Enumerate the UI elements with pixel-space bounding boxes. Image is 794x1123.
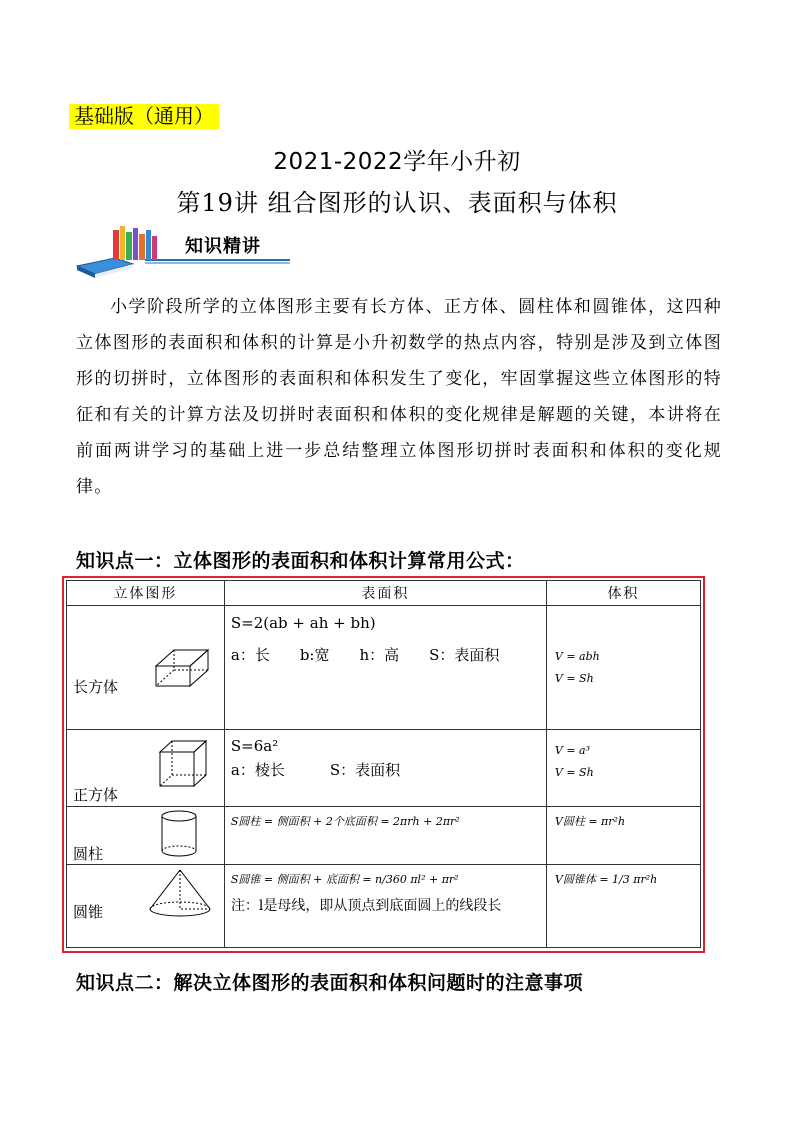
area-formula: S圆锥 = 侧面积 + 底面积 = n/360 πl² + πr² — [230, 873, 459, 886]
shape-cell — [67, 606, 225, 730]
table-row — [67, 865, 701, 948]
area-note: 注：l是母线，即从顶点到底面圆上的线段长 — [230, 898, 502, 914]
volume-cell — [546, 606, 700, 730]
shape-name: 圆柱 — [73, 845, 104, 863]
shape-name: 长方体 — [73, 678, 119, 696]
volume-formula: V圆锥体 = 1/3 πr²h — [554, 873, 658, 886]
volume-cell — [546, 730, 700, 807]
section-label: 知识精讲 — [185, 236, 261, 257]
area-formula: S=6a² — [230, 737, 279, 755]
volume-cell — [546, 865, 700, 948]
edition-badge: 基础版（通用） — [69, 104, 219, 129]
formula-table — [66, 580, 701, 948]
area-cell — [224, 606, 546, 730]
shape-cell — [67, 865, 225, 948]
cone-icon — [147, 867, 213, 919]
header-area: 表面积 — [224, 581, 546, 606]
area-cell — [224, 807, 546, 865]
area-legend: a：长 b:宽 h：高 S：表面积 — [230, 646, 500, 664]
table-row — [67, 606, 701, 730]
area-cell — [224, 865, 546, 948]
table-header-row — [67, 581, 701, 606]
table-row — [67, 807, 701, 865]
shape-cell — [67, 730, 225, 807]
volume-cell — [546, 807, 700, 865]
intro-paragraph: 小学阶段所学的立体图形主要有长方体、正方体、圆柱体和圆锥体，这四种立体图形的表面积和体积的计算是小升初数学的热点内容，特别是涉及到立体图形的切拼时，立体图形的表面积和体积发生了变化，牢固掌握这些立体图形的特征和有关的计算方法及切拼时表面积和体积的变化规律是解题的关键，本讲将在前面两讲学习的基础上进一步总结整理立体图形切拼时表面积和体积的变化规律。 — [76, 297, 722, 497]
cylinder-icon — [159, 809, 199, 859]
cube-icon — [157, 738, 209, 790]
area-cell — [224, 730, 546, 807]
shape-name: 圆锥 — [73, 903, 104, 921]
page-title: 2021-2022学年小升初 — [273, 149, 521, 175]
knowledge-point-1: 知识点一：立体图形的表面积和体积计算常用公式： — [76, 550, 525, 572]
header-shape: 立体图形 — [67, 581, 225, 606]
area-formula: S圆柱 = 侧面积 + 2个底面积 = 2πrh + 2πr² — [230, 815, 460, 828]
lesson-title: 第19讲 组合图形的认识、表面积与体积 — [176, 189, 618, 217]
volume-formula: V = a³ — [554, 744, 591, 757]
area-legend: a：棱长 S：表面积 — [230, 761, 401, 779]
volume-formula-alt: V = Sh — [554, 672, 594, 685]
table-row — [67, 730, 701, 807]
header-volume: 体积 — [546, 581, 700, 606]
shape-cell — [67, 807, 225, 865]
cuboid-icon — [153, 644, 211, 690]
knowledge-point-2: 知识点二：解决立体图形的表面积和体积问题时的注意事项 — [76, 972, 584, 994]
volume-formula: V圆柱 = πr²h — [554, 815, 626, 828]
area-formula: S=2(ab + ah + bh) — [230, 614, 376, 632]
shape-name: 正方体 — [73, 786, 119, 804]
volume-formula: V = abh — [554, 650, 600, 663]
volume-formula-alt: V = Sh — [554, 766, 594, 779]
